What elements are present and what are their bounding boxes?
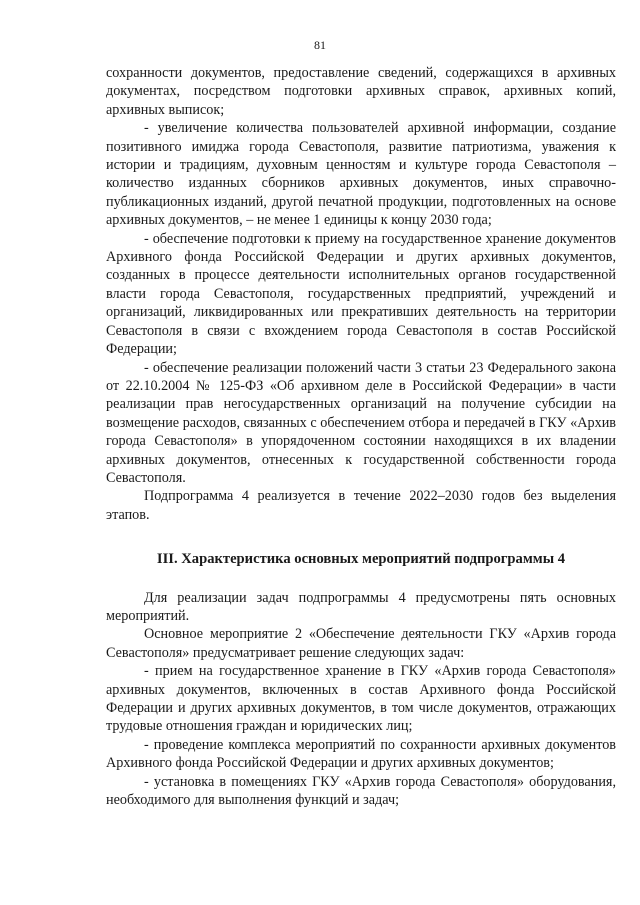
page-number: 81 [314,38,326,52]
bullet-equipment-installation: - установка в помещениях ГКУ «Архив города Севастополя» оборудования, необходимого для выполнения функций и задач; [106,773,616,809]
bullet-increase-users: - увеличение количества пользователей архивной информации, создание позитивного имиджа города Севастополя, развитие патриотизма, уважения к истории и традициям, духовным ценностям и культуре города Севастополя – количество изданных сборников архивных документов, иных справочно-публикационных изданий, другой печатной продукции, подготовленных на основе архивных документов, – не менее 1 единицы к концу 2030 года; [106,120,616,229]
paragraph-main-activity-2: Основное мероприятие 2 «Обеспечение деятельности ГКУ «Архив города Севастополя» предусматривает решение следующих задач: [106,626,616,661]
section-heading: III. Характеристика основных мероприятий подпрограммы 4 [156,551,566,568]
paragraph-implementation-period: Подпрограмма 4 реализуется в течение 2022–2030 годов без выделения этапов. [106,488,616,523]
bullet-acceptance-storage: - прием на государственное хранение в ГКУ «Архив города Севастополя» архивных документов, включенных в состав Архивного фонда Российской Федерации и других архивных документов, в том числе документов, отражающих трудовые отношения граждан и юридических лиц; [106,663,616,735]
bullet-preservation-measures: - проведение комплекса мероприятий по сохранности архивных документов Архивного фонда Российской Федерации и других архивных документов; [106,736,616,772]
paragraph-archive-services: сохранности документов, предоставление сведений, содержащихся в архивных документах, посредством подготовки архивных справок, архивных копий, архивных выписок; [106,65,616,118]
bullet-prepare-acceptance: - обеспечение подготовки к приему на государственное хранение документов Архивного фонда Российской Федерации и других архивных документов, созданных в процессе деятельности исполнительных органов государственной власти города Севастополя, государственных предприятий, учреждений и организаций, ликвидированных или прекративших деятельность на территории Севастополя в связи с вхождением города Севастополя в состав Российской Федерации; [106,230,616,358]
bullet-law-implementation: - обеспечение реализации положений части 3 статьи 23 Федерального закона от 22.10.2004 № 125-ФЗ «Об архивном деле в Российской Федерации» в части реализации прав негосударственных организаций на получение субсидии на возмещение расходов, связанных с обеспечением отбора и передачей в ГКУ «Архив города Севастополя» в упорядоченном состоянии находящихся в их владении архивных документов, отнесенных к государственной собственности города Севастополя. [106,359,616,486]
paragraph-five-activities: Для реализации задач подпрограммы 4 предусмотрены пять основных мероприятий. [106,589,616,624]
document-body [106,64,616,809]
